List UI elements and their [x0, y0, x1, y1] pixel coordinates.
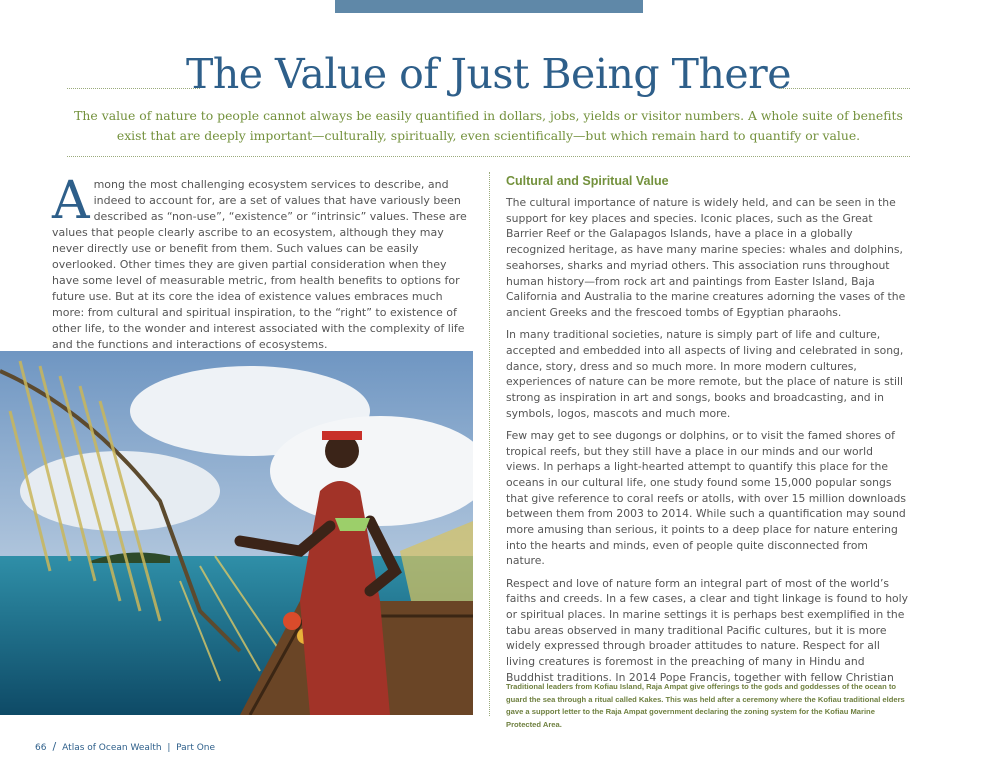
right-column [506, 174, 910, 692]
section-paragraph: The cultural importance of nature is widely held, and can be seen in the support for key places and species. Iconic places, such as the Great Barrier Reef or the Galapagos Islands, have a place in a globally recognized heritage, as have many marine species: whales and dolphins, seahorses, sharks and myriad others. This association runs throughout human history—from rock art and paintings from Easter Island, Baja California and Australia to the marine creatures adorning the vases of the ancient Greeks and the frescoed tombs of Egyptian pharaohs. [506, 196, 906, 319]
footer-separator: / [52, 740, 57, 753]
publication-name: Atlas of Ocean Wealth | Part One [62, 743, 216, 753]
intro-text: mong the most challenging ecosystem services to describe, and indeed to account for, are a set of values that have variously been described as “non-use”, “existence” or “intrinsic” values. These are values that people clearly ascribe to an ecosystem, although they may never directly use or benefit from them. Such values can be easily overlooked. Other times they are given partial consideration when they have some level of measurable metric, from health benefits to options for future use. But at its core the idea of existence values embraces much more: from cultural and spiritual inspiration, to the “right” to existence of other life, to the wonder and interest associated with the complexity of life and the functions and interactions of ecosystems. [52, 178, 467, 351]
subtitle-rule [67, 156, 910, 157]
page-number: 66 [35, 743, 47, 753]
title-rule-right [779, 88, 910, 89]
column-divider [489, 172, 490, 716]
title-row [67, 48, 910, 100]
page-footer [35, 740, 215, 753]
intro-paragraph [52, 171, 472, 353]
section-paragraph: Respect and love of nature form an integral part of most of the world’s faiths and creeds. In a few cases, a clear and tight linkage is found to holy or spiritual places. In marine settings it is perhaps best exemplified in the tabu areas observed in many traditional Pacific cultures, but it is more widely expressed through broader attitudes to nature. Respect for all living creatures is foremost in the preaching of many in Hindu and Buddhist traditions. In 2014 Pope Francis, together with fellow Christian [506, 576, 909, 684]
section-heading: Cultural and Spiritual Value [506, 174, 669, 188]
drop-cap: A [52, 171, 90, 231]
section-paragraph: Few may get to see dugongs or dolphins, or to visit the famed shores of tropical reefs, but they still have a place in our minds and our world views. In perhaps a light-hearted attempt to quantify this place for the oceans in our cultural life, one study found some 15,000 popular songs that give reference to coral reefs or atolls, with over 15 million downloads between them from 2003 to 2014. While such a quantification may sound more amusing than serious, it points to a deep place for nature entering into the hearts and minds, even of people quite disconnected from nature. [506, 428, 906, 568]
top-color-bar [335, 0, 643, 13]
page-title: The Value of Just Being There [185, 50, 791, 98]
ritual-photo [0, 351, 473, 715]
section-paragraph: In many traditional societies, nature is simply part of life and culture, accepted and embedded into all aspects of living and celebrated in song, dance, story, dress and so much more. In more modern cultures, experiences of nature can be more remote, but the place of nature is still strong as inspiration in art and songs, books and broadcasting, and in symbols, logos, mascots and much more. [506, 328, 904, 420]
page-subtitle: The value of nature to people cannot always be easily quantified in dollars, jobs, yields or visitor numbers. A whole suite of benefits exist that are deeply important—culturally, spiritually, even scientifically—but which remain hard to quantify or value. [74, 108, 903, 143]
photo-caption: Traditional leaders from Kofiau Island, Raja Ampat give offerings to the gods and goddesses of the ocean to guard the sea through a ritual called Kakes. This was held after a ceremony where the Kofiau traditional elders gave a support letter to the Raja Ampat government declaring the zoning system for the Kofiau Marine Protected Area. [506, 682, 905, 729]
